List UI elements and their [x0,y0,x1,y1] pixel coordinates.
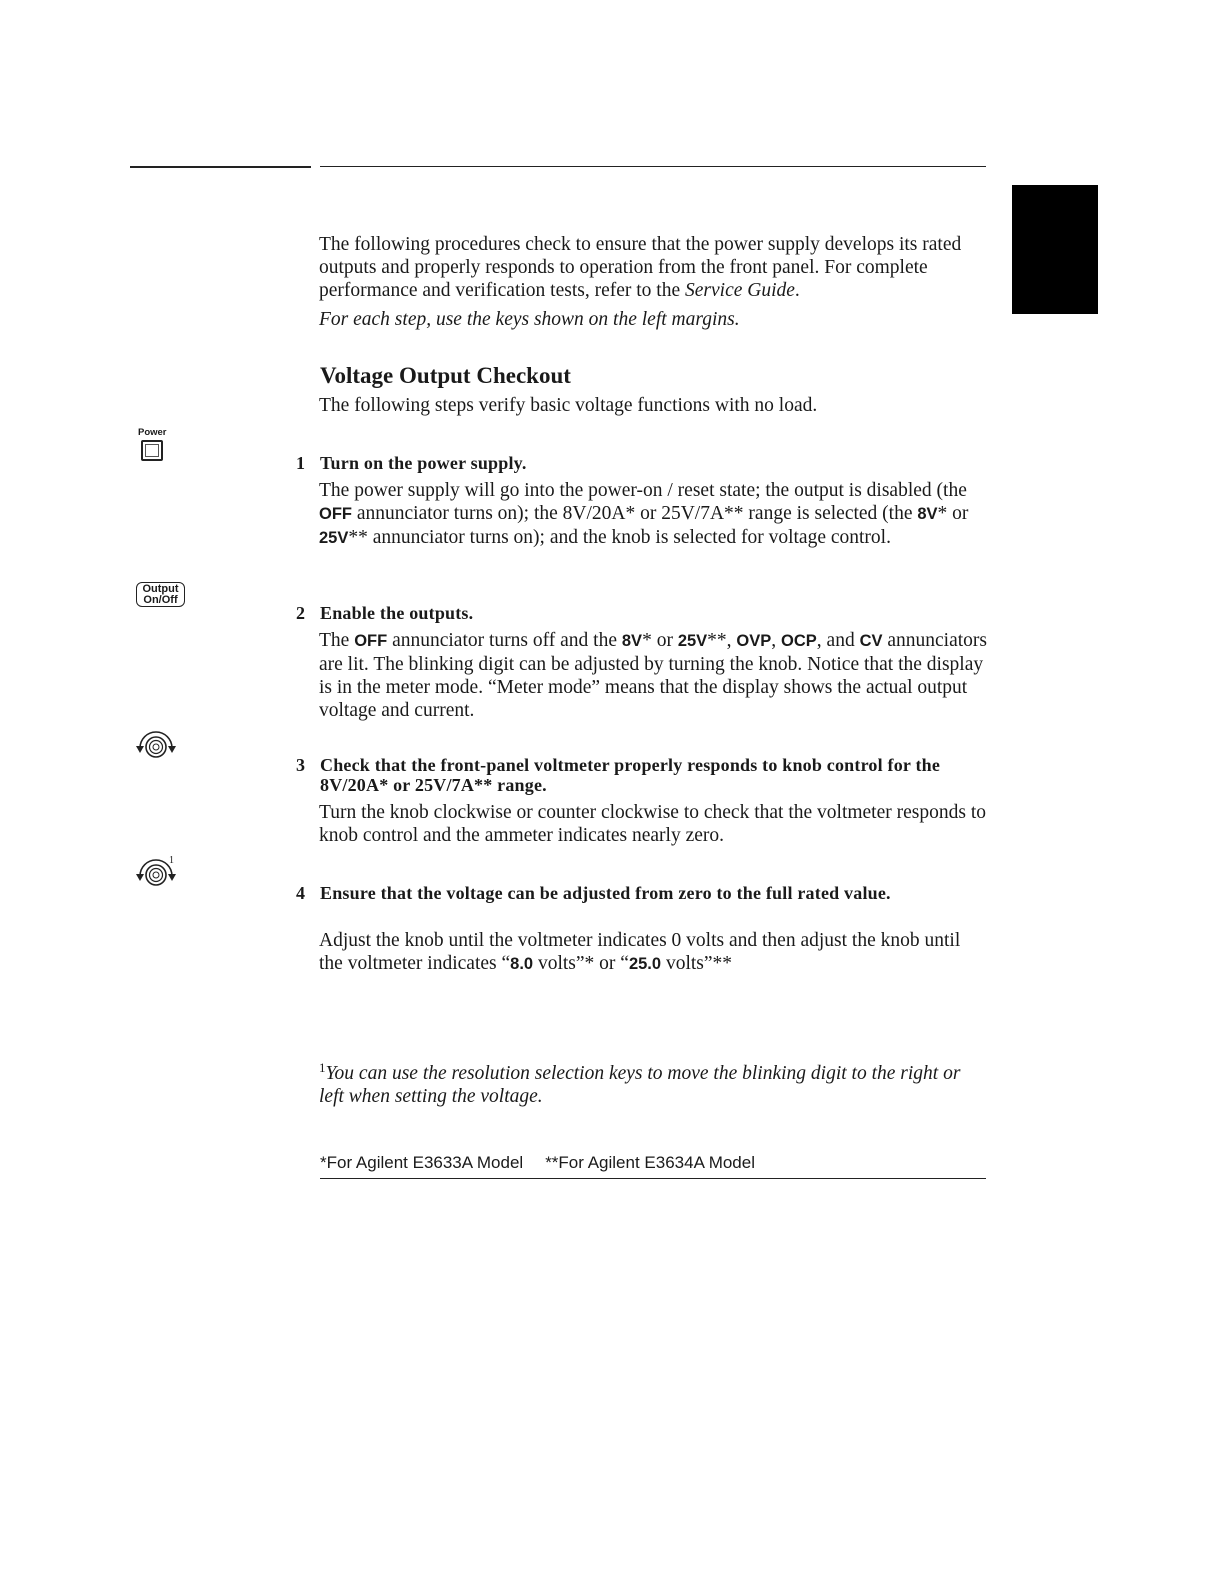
step-4-heading: Ensure that the voltage can be adjusted from zero to the full rated value. [320,883,891,903]
step-1-heading: Turn on the power supply. [320,453,527,473]
intro-end: . [794,280,800,301]
section-lead: The following steps verify basic voltage functions with no load. [319,395,818,416]
step-1-text-a: The power supply will go into the power-on / reset state; the output is disabled (the [319,480,967,501]
step-4-text-a: Adjust the knob until the voltmeter indicates 0 volts and then adjust the knob until the voltmeter indicates “ [319,930,961,974]
annunciator-8v: 8V [621,632,643,650]
step-1-number: 1 [296,453,305,473]
footnote-text: You can use the resolution selection keys to move the blinking digit to the right or left when setting the voltage. [319,1063,961,1107]
step-2-heading: Enable the outputs. [320,603,474,623]
step-2-body [319,629,987,722]
footnote [319,1062,987,1108]
footnote-mark: 1 [319,1060,326,1075]
footer-rule [320,1178,986,1179]
step-3-number: 3 [296,755,305,775]
step-2-text-d: **, [707,630,737,651]
annunciator-25v: 25V [319,529,349,547]
step-1-text-d: ** annunciator turns on); and the knob is selected for voltage control. [348,527,891,548]
step-3-heading: Check that the front-panel voltmeter properly responds to knob control for the 8V/20A* or 25V/7A** range. [320,755,941,795]
step-3-body: Turn the knob clockwise or counter clockwise to check that the voltmeter responds to knob control and the ammeter indicates nearly zero. [319,802,986,846]
annunciator-off: OFF [319,505,352,523]
header-rule-right [320,166,986,167]
output-key-line2: On/Off [143,594,178,606]
step-4-text-c: volts”** [661,953,733,974]
display-value-25: 25.0 [628,955,662,973]
step-2-text-e: , [771,630,782,651]
annunciator-25v: 25V [677,632,708,650]
header-rule-left [130,166,311,168]
intro-paragraph [319,233,987,302]
annunciator-8v: 8V [917,505,938,523]
annunciator-ocp: OCP [781,632,817,650]
knob-footnote-mark: 1 [169,855,174,866]
chapter-tab [1012,185,1098,314]
model-e3634a: **For Agilent E3634A Model [545,1153,755,1172]
keys-note: For each step, use the keys shown on the left margins. [319,309,740,330]
step-4-body [319,929,987,976]
step-2-text-g: annunciators are lit. The blinking digit can be adjusted by turning the knob. Notice that the display is in the meter mode. “Meter mode” means that the display shows the actual output voltage and current. [319,630,988,721]
annunciator-ovp: OVP [736,632,772,650]
model-note [320,1153,755,1173]
step-4-number: 4 [296,883,305,903]
step-2-number: 2 [296,603,305,623]
output-on-off-key-icon [136,582,185,607]
step-2-text-c: * or [642,630,678,651]
step-2-text-b: annunciator turns off and the [387,630,622,651]
intro-text: The following procedures check to ensure that the power supply develops its rated outputs and properly responds to operation from the front panel. For complete performance and verification tests, refer to the [319,234,962,301]
output-key-line1: Output [142,583,179,595]
display-value-8: 8.0 [510,955,534,973]
knob-icon [134,728,180,762]
step-2-text-a: The [319,630,355,651]
section-title: Voltage Output Checkout [320,363,571,388]
annunciator-cv: CV [859,632,883,650]
step-1-text-b: annunciator turns on); the 8V/20A* or 25V/7A** range is selected (the [352,503,918,524]
model-e3633a: *For Agilent E3633A Model [320,1153,524,1172]
annunciator-off: OFF [354,632,388,650]
step-1-text-c: * or [937,503,969,524]
power-key-icon [141,440,163,461]
service-guide-ref: Service Guide [685,280,795,301]
step-4-text-b: volts”* or “ [533,953,629,974]
step-2-text-f: , and [816,630,860,651]
power-key-label: Power [138,427,167,438]
step-1-body [319,479,987,550]
